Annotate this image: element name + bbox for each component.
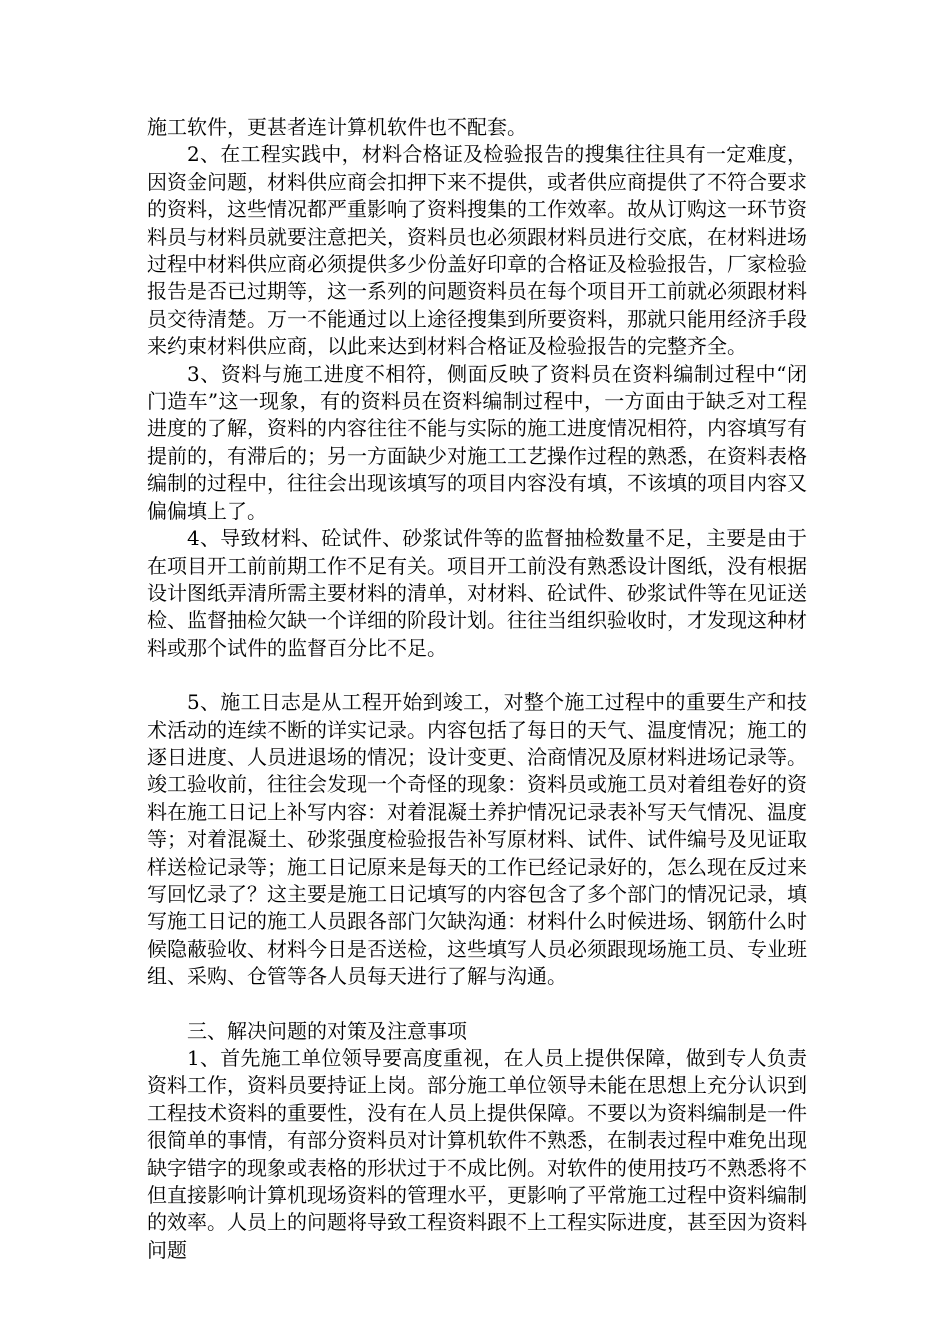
- paragraph-item-4: 4、导致材料、砼试件、砂浆试件等的监督抽检数量不足，主要是由于在项目开工前前期工作不足有关。项目开工前没有熟悉设计图纸，没有根据设计图纸弄清所需主要材料的清单，对材料、砼试件、砂浆试件等在见证送检、监督抽检欠缺一个详细的阶段计划。往往当组织验收时，才发现这种材料或那个试件的监督百分比不足。: [147, 526, 807, 660]
- paragraph-spacer: [147, 662, 807, 689]
- paragraph-item-2: 2、在工程实践中，材料合格证及检验报告的搜集往往具有一定难度，因资金问题，材料供应商会扣押下来不提供，或者供应商提供了不符合要求的资料，这些情况都严重影响了资料搜集的工作效率。故从订购这一环节资料员与材料员就要注意把关，资料员也必须跟材料员进行交底，在材料进场过程中材料供应商必须提供多少份盖好印章的合格证及检验报告，厂家检验报告是否已过期等，这一系列的问题资料员在每个项目开工前就必须跟材料员交待清楚。万一不能通过以上途径搜集到所要资料，那就只能用经济手段来约束材料供应商，以此来达到材料合格证及检验报告的完整齐全。: [147, 142, 807, 359]
- paragraph-spacer: [147, 991, 807, 1018]
- paragraph-countermeasure-1: 1、首先施工单位领导要高度重视，在人员上提供保障，做到专人负责资料工作，资料员要持证上岗。部分施工单位领导未能在思想上充分认识到工程技术资料的重要性，没有在人员上提供保障。不要以为资料编制是一件很简单的事情，有部分资料员对计算机软件不熟悉，在制表过程中难免出现缺字错字的现象或表格的形状过于不成比例。对软件的使用技巧不熟悉将不但直接影响计算机现场资料的管理水平，更影响了平常施工过程中资料编制的效率。人员上的问题将导致工程资料跟不上工程实际进度，甚至因为资料问题: [147, 1046, 807, 1262]
- paragraph-item-3: 3、资料与施工进度不相符，侧面反映了资料员在资料编制过程中“闭门造车”这一现象，有的资料员在资料编制过程中，一方面由于缺乏对工程进度的了解，资料的内容往往不能与实际的施工进度情况相符，内容填写有提前的，有滞后的；另一方面缺少对施工工艺操作过程的熟悉，在资料表格编制的过程中，往往会出现该填写的项目内容没有填，不该填的项目内容又偏偏填上了。: [147, 361, 807, 523]
- document-page: [147, 114, 807, 1264]
- paragraph-continuation: 施工软件，更甚者连计算机软件也不配套。: [147, 115, 527, 139]
- paragraph-item-5: 5、施工日志是从工程开始到竣工，对整个施工过程中的重要生产和技术活动的连续不断的详实记录。内容包括了每日的天气、温度情况；施工的逐日进度、人员进退场的情况；设计变更、洽商情况及原材料进场记录等。竣工验收前，往往会发现一个奇怪的现象：资料员或施工员对着组卷好的资料在施工日记上补写内容：对着混凝土养护情况记录表补写天气情况、温度等；对着混凝土、砂浆强度检验报告补写原材料、试件、试件编号及见证取样送检记录等；施工日记原来是每天的工作已经记录好的，怎么现在反过来写回忆录了？这主要是施工日记填写的内容包含了多个部门的情况记录，填写施工日记的施工人员跟各部门欠缺沟通：材料什么时候进场、钢筋什么时候隐蔽验收、材料今日是否送检，这些填写人员必须跟现场施工员、专业班组、采购、仓管等各人员每天进行了解与沟通。: [147, 690, 807, 989]
- section-heading: 三、解决问题的对策及注意事项: [187, 1018, 467, 1043]
